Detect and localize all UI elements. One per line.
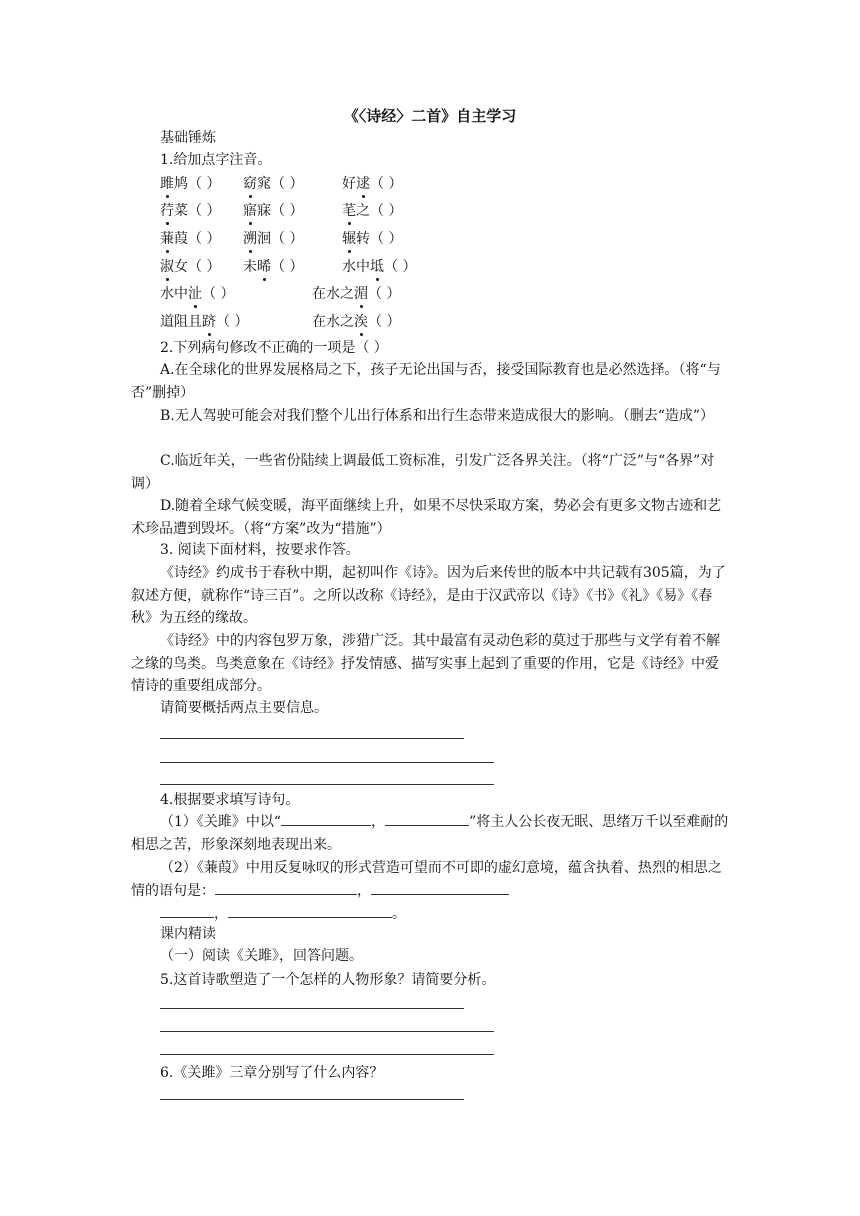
answer-line[interactable]	[160, 1031, 494, 1032]
pinyin-item	[160, 257, 220, 277]
pinyin-item-suffix[interactable]: 鸠（ ）	[174, 176, 221, 192]
pinyin-item	[342, 257, 416, 277]
pinyin-item-suffix[interactable]: （ ）	[384, 259, 417, 275]
question-4-item-2-end: 。	[392, 906, 406, 922]
fill-blank[interactable]	[371, 880, 509, 895]
question-2-option-a: A.在全球化的世界发展格局之下，孩子无论出国与否，接受国际教育也是必然选择。（将“与否”删掉）	[131, 362, 721, 401]
question-4-item-1	[131, 811, 729, 856]
pinyin-item-prefix: 在水之	[312, 314, 354, 330]
question-2-prompt: 2.下列病句修改不正确的一项是（ ）	[160, 340, 388, 356]
pinyin-item	[160, 284, 234, 304]
dotted-character: 沚	[188, 286, 202, 302]
dotted-character: 窈	[243, 176, 257, 192]
fill-blank[interactable]	[215, 880, 357, 895]
pinyin-item-suffix[interactable]: （ ）	[216, 314, 249, 330]
dotted-character: 淑	[160, 259, 174, 275]
answer-line[interactable]	[160, 784, 494, 785]
section-heading-basic: 基础锤炼	[160, 130, 216, 146]
pinyin-item-prefix: 道阻且	[160, 314, 202, 330]
page-title: 《〈诗经〉二首》自主学习	[343, 107, 517, 125]
pinyin-item	[160, 312, 248, 332]
pinyin-item	[342, 174, 402, 194]
dotted-character: 跻	[202, 314, 216, 330]
dotted-character: 晞	[257, 259, 271, 275]
pinyin-item-suffix[interactable]: 窕（ ）	[257, 176, 304, 192]
pinyin-item	[312, 284, 400, 304]
question-4-item-2	[131, 857, 729, 902]
dotted-character: 逑	[356, 176, 370, 192]
pinyin-item-suffix[interactable]: 之（ ）	[356, 203, 403, 219]
pinyin-item-suffix[interactable]: （ ）	[202, 286, 235, 302]
pinyin-item	[160, 174, 220, 194]
pinyin-item-suffix[interactable]: 转（ ）	[356, 231, 403, 247]
answer-line[interactable]	[160, 1008, 464, 1009]
pinyin-item-suffix[interactable]: 寐（ ）	[257, 203, 304, 219]
pinyin-item	[243, 174, 303, 194]
answer-line[interactable]	[160, 1099, 464, 1100]
dotted-character: 雎	[160, 176, 174, 192]
dotted-character: 涘	[354, 314, 368, 330]
question-2-option-c: C.临近年关，一些省份陆续上调最低工资标准，引发广泛各界关注。（将“广泛”与“各界”对调）	[131, 453, 715, 492]
dotted-character: 坻	[370, 259, 384, 275]
question-4-item-1-separator: ，	[371, 814, 386, 830]
section-heading-intensive: 课内精读	[160, 926, 216, 942]
pinyin-item-prefix: 未	[243, 259, 257, 275]
pinyin-item-prefix: 水中	[160, 286, 188, 302]
question-4-item-1-end: ”将主人公长夜无眠、思绪万千以至难耐的相思之苦，形象深刻地表现出来。	[131, 814, 729, 853]
question-5-prompt: 5.这首诗歌塑造了一个怎样的人物形象？请简要分析。	[160, 972, 496, 988]
answer-line[interactable]	[160, 1054, 494, 1055]
pinyin-item-suffix[interactable]: （ ）	[370, 176, 403, 192]
pinyin-item-suffix[interactable]: 葭（ ）	[174, 231, 221, 247]
pinyin-item	[243, 257, 303, 277]
pinyin-item	[160, 229, 220, 249]
pinyin-item-suffix[interactable]: （ ）	[368, 314, 401, 330]
question-2-option-b: B.无人驾驶可能会对我们整个儿出行体系和出行生态带来造成很大的影响。（删去“造成”）	[160, 408, 715, 424]
question-3-ask: 请简要概括两点主要信息。	[160, 700, 328, 716]
fill-blank[interactable]	[385, 811, 469, 826]
question-6-prompt: 6.《关雎》三章分别写了什么内容？	[160, 1065, 384, 1081]
pinyin-item-suffix[interactable]: （ ）	[368, 286, 401, 302]
pinyin-item	[312, 312, 400, 332]
question-4-item-2-separator-2: ，	[214, 906, 228, 922]
fill-blank[interactable]	[281, 811, 371, 826]
fill-blank[interactable]	[228, 903, 392, 918]
pinyin-item-suffix[interactable]: （ ）	[271, 259, 304, 275]
dotted-character: 寤	[243, 203, 257, 219]
dotted-character: 芼	[342, 203, 356, 219]
pinyin-item	[243, 201, 303, 221]
pinyin-item-prefix: 水中	[342, 259, 370, 275]
question-2-option-d: D.随着全球气候变暖，海平面继续上升，如果不尽快采取方案，势必会有更多文物古迹和艺术珍品遭到毁坏。（将“方案”改为“措施”）	[131, 498, 722, 537]
question-4-prompt: 4.根据要求填写诗句。	[160, 792, 300, 808]
pinyin-item	[342, 229, 402, 249]
pinyin-item-prefix: 好	[342, 176, 356, 192]
dotted-character: 溯	[243, 231, 257, 247]
pinyin-item-suffix[interactable]: 菜（ ）	[174, 203, 221, 219]
fill-blank[interactable]	[160, 903, 214, 918]
question-4-item-2-text: （2）《蒹葭》中用反复咏叹的形式营造可望而不可即的虚幻意境，蕴含执着、热烈的相思之情的语句是：	[131, 860, 722, 899]
pinyin-item	[342, 201, 402, 221]
dotted-character: 荇	[160, 203, 174, 219]
question-4-item-2-continued	[160, 903, 406, 924]
answer-line[interactable]	[160, 738, 464, 739]
question-3-paragraph-2: 《诗经》中的内容包罗万象，涉猎广泛。其中最富有灵动色彩的莫过于那些与文学有着不解之缘的鸟类。鸟类意象在《诗经》抒发情感、描写实事上起到了重要的作用，它是《诗经》中爱情诗的重要组成部分。	[131, 633, 720, 694]
dotted-character: 蒹	[160, 231, 174, 247]
pinyin-item-suffix[interactable]: 洄（ ）	[257, 231, 304, 247]
pinyin-item	[243, 229, 303, 249]
reading-part-1-heading: （一）阅读《关雎》，回答问题。	[160, 948, 363, 964]
question-3-prompt: 3. 阅读下面材料，按要求作答。	[160, 542, 360, 558]
dotted-character: 辗	[342, 231, 356, 247]
answer-line[interactable]	[160, 762, 494, 763]
dotted-character: 湄	[354, 286, 368, 302]
pinyin-item-prefix: 在水之	[312, 286, 354, 302]
question-4-item-1-start: （1）《关雎》中以“	[160, 814, 282, 830]
pinyin-item	[160, 201, 220, 221]
pinyin-item-suffix[interactable]: 女（ ）	[174, 259, 221, 275]
question-3-paragraph-1: 《诗经》约成书于春秋中期，起初叫作《诗》。因为后来传世的版本中共记载有305篇，为了叙述方便，就称作“诗三百”。之所以改称《诗经》，是由于汉武帝以《诗》《书》《礼》《易》《春秋》为五经的缘故。	[131, 565, 726, 626]
question-1-prompt: 1.给加点字注音。	[160, 152, 272, 168]
question-4-item-2-separator: ，	[357, 882, 371, 899]
